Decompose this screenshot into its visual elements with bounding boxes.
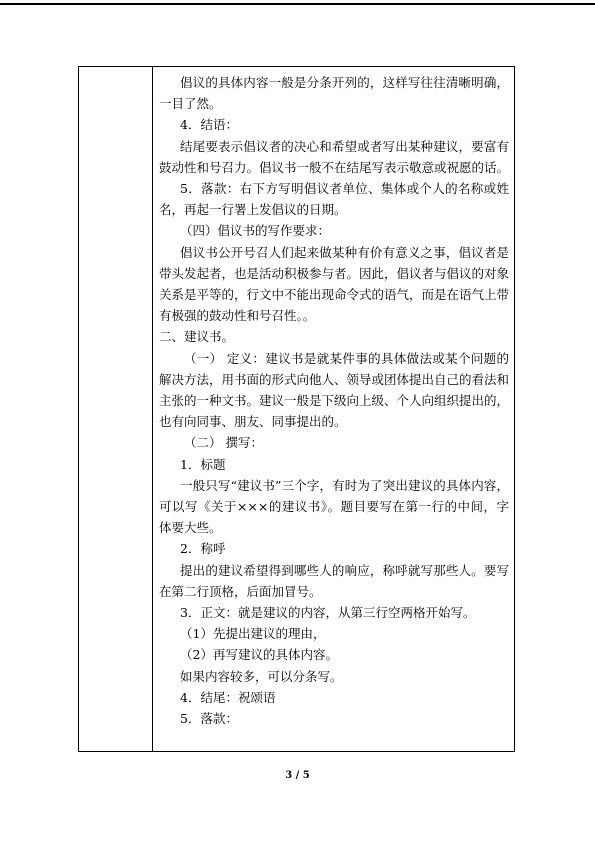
page-number: 3 / 5: [285, 770, 310, 781]
paragraph: 5．落款：右下方写明倡议者单位、集体或个人的名称或姓名，再起一行署上发倡议的日期。: [159, 181, 509, 218]
paragraph: 倡议书公开号召人们起来做某种有价有意义之事，倡议者是带头发起者，也是活动积极参与者。因此，倡议者与倡议的对象关系是平等的，行文中不能出现命令式的语气，而是在语气上带有极强的鼓动性和号召性。。: [159, 244, 510, 324]
paragraph: 一般只写“建议书”三个字，有时为了突出建议的具体内容，可以写《关于×××的建议书》。题目要写在第一行的中间，字体要大些。: [159, 477, 509, 536]
paragraph: 结尾要表示倡议者的决心和希望或者写出某种建议，要富有鼓动性和号召力。倡议书一般不在结尾写表示敬意或祝愿的话。: [159, 138, 510, 175]
paragraph: 1．标题: [180, 456, 226, 472]
paragraph: （四）倡议书的写作要求：: [180, 223, 331, 239]
paragraph: 4．结语：: [180, 117, 238, 133]
paragraph: （2）再写建议的具体内容。: [180, 647, 338, 663]
paragraph: 2．称呼: [180, 541, 226, 557]
paragraph: （1）先提出建议的理由，: [180, 626, 326, 642]
column-divider: [152, 67, 153, 751]
paragraph: 如果内容较多，可以分条写。: [180, 668, 343, 684]
paragraph: 3．正文：就是建议的内容，从第三行空两格开始写。: [180, 605, 476, 621]
content-cell: [159, 72, 509, 729]
paragraph: 5．落款：: [180, 711, 238, 727]
document-table: [78, 66, 515, 752]
paragraph: 倡议的具体内容一般是分条开列的，这样写往往清晰明确，一目了然。: [159, 75, 509, 112]
section-heading: 二、建议书。: [159, 329, 235, 345]
paragraph: （二） 撰写：: [184, 435, 263, 451]
paragraph: 提出的建议希望得到哪些人的响应，称呼就写那些人。要写在第二行顶格，后面加冒号。: [159, 562, 509, 599]
header-rule: [0, 3, 595, 5]
paragraph: 4．结尾：祝颂语: [180, 689, 276, 705]
paragraph: （一） 定义：建议书是就某件事的具体做法或某个问题的解决方法，用书面的形式向他人、领导或团体提出自己的看法和主张的一种文书。建议一般是下级向上级、个人向组织提出的，也有向同事、朋友、同事提出的。: [159, 350, 510, 430]
